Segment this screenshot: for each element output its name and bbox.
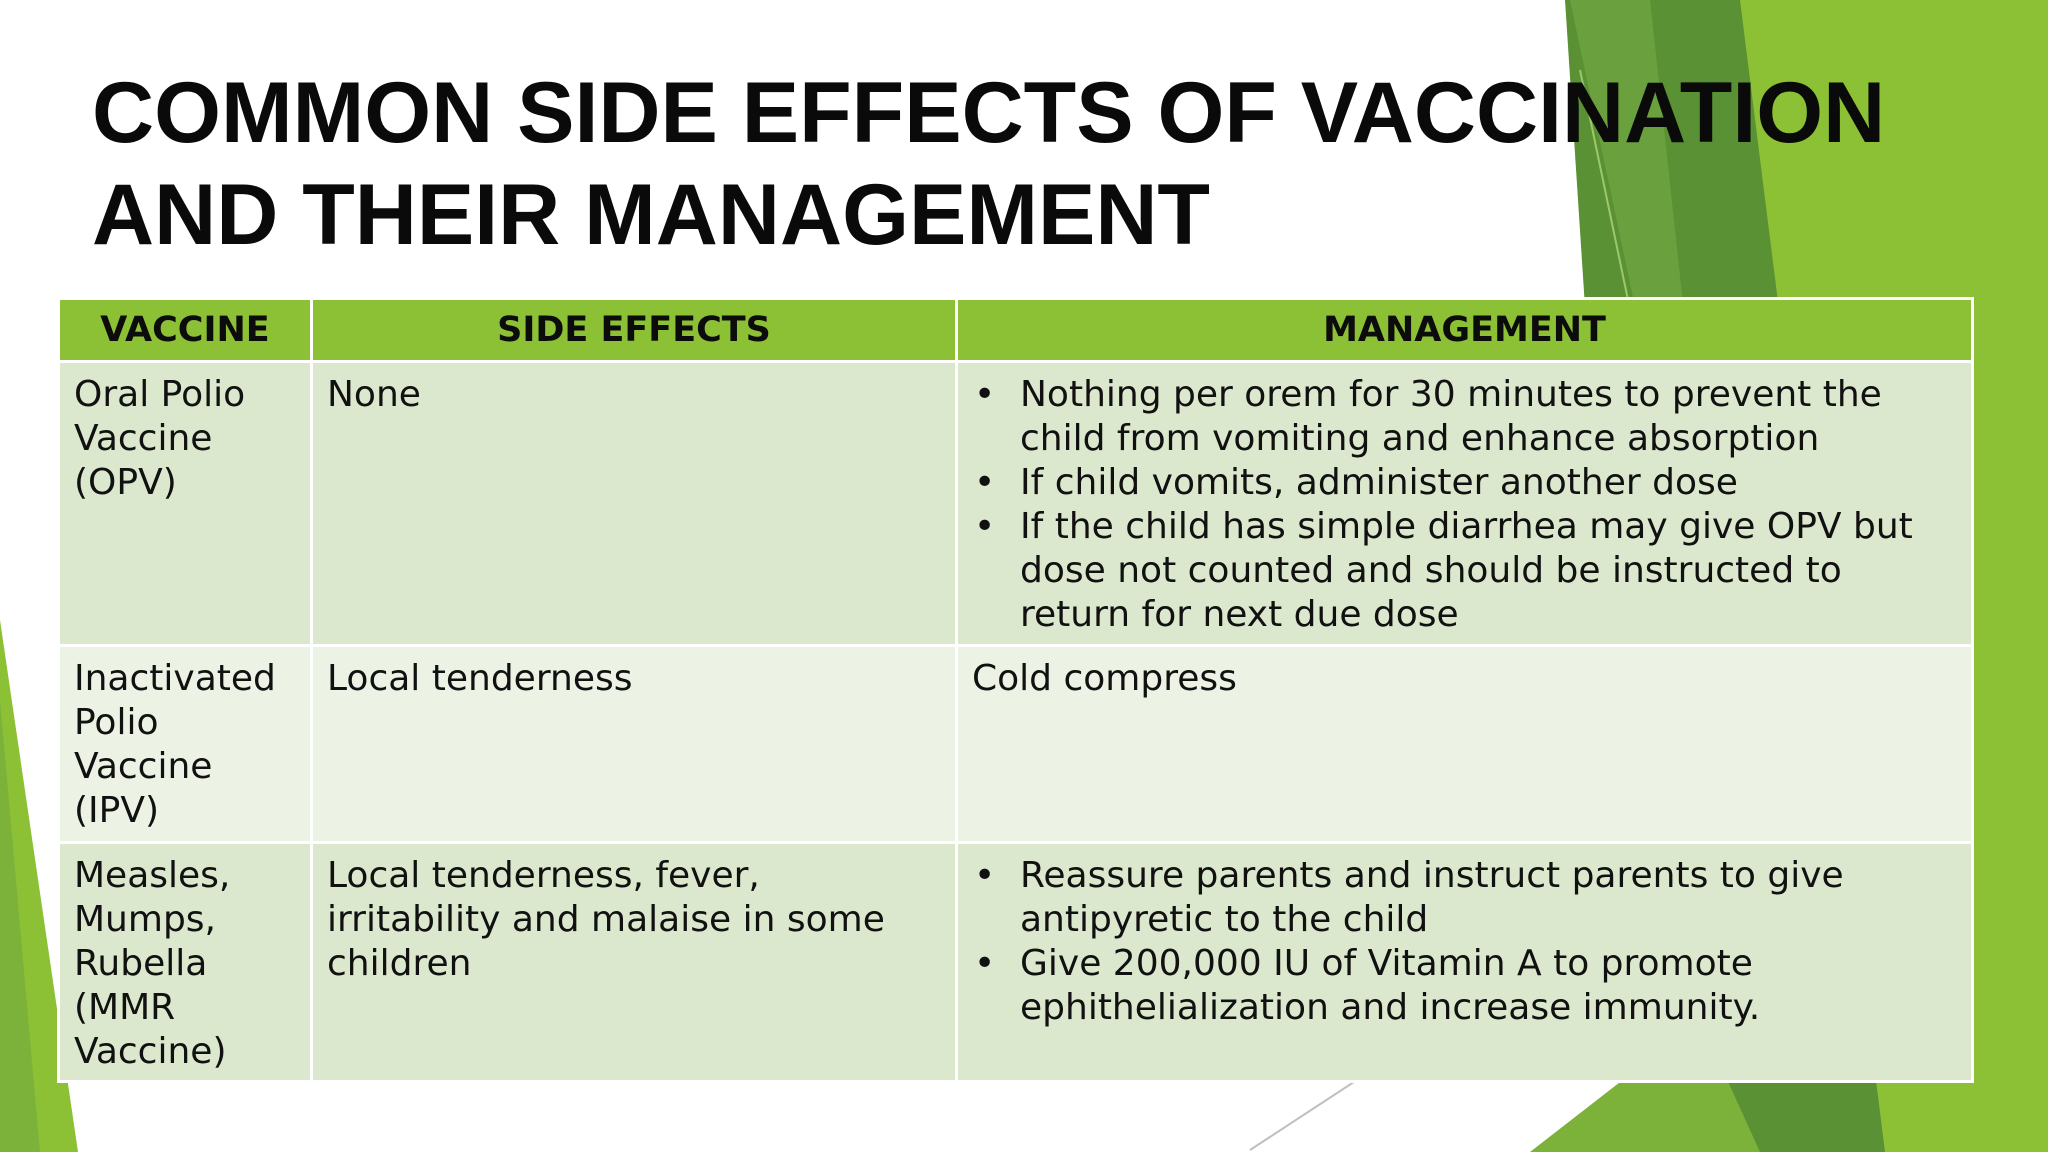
management-item: • Nothing per orem for 30 minutes to prevent the child from vomiting and enhance absorption bbox=[972, 373, 1957, 461]
table-row-ipv bbox=[59, 646, 1973, 843]
bottom-thin-line bbox=[1250, 1078, 1360, 1150]
side-effects-table bbox=[57, 297, 1974, 1083]
table-row-opv bbox=[59, 362, 1973, 646]
cell-management bbox=[957, 362, 1973, 646]
cell-management bbox=[957, 843, 1973, 1082]
header-vaccine: VACCINE bbox=[59, 299, 312, 362]
table-row-mmr bbox=[59, 843, 1973, 1082]
cell-side-effects: None bbox=[312, 362, 957, 646]
cell-side-effects: Local tenderness, fever, irritability and malaise in some children bbox=[312, 843, 957, 1082]
management-item: • If the child has simple diarrhea may give OPV but dose not counted and should be instructed to return for next due dose bbox=[972, 505, 1957, 637]
header-management: MANAGEMENT bbox=[957, 299, 1973, 362]
management-item: • Reassure parents and instruct parents to give antipyretic to the child bbox=[972, 854, 1957, 942]
cell-vaccine: Oral Polio Vaccine (OPV) bbox=[59, 362, 312, 646]
slide-title bbox=[92, 62, 1972, 266]
side-effects-table-container bbox=[57, 297, 1971, 1083]
cell-vaccine: Measles, Mumps, Rubella (MMR Vaccine) bbox=[59, 843, 312, 1082]
management-item: • If child vomits, administer another dose bbox=[972, 461, 1957, 505]
cell-side-effects: Local tenderness bbox=[312, 646, 957, 843]
cell-management: Cold compress bbox=[957, 646, 1973, 843]
cell-vaccine: Inactivated Polio Vaccine (IPV) bbox=[59, 646, 312, 843]
title-line-1: COMMON SIDE EFFECTS OF VACCINATION bbox=[92, 65, 1886, 161]
management-list bbox=[972, 854, 1957, 1030]
management-item: • Give 200,000 IU of Vitamin A to promote ephithelialization and increase immunity. bbox=[972, 942, 1957, 1030]
management-list bbox=[972, 373, 1957, 637]
header-side-effects: SIDE EFFECTS bbox=[312, 299, 957, 362]
table-header-row bbox=[59, 299, 1973, 362]
title-line-2: AND THEIR MANAGEMENT bbox=[92, 167, 1210, 263]
